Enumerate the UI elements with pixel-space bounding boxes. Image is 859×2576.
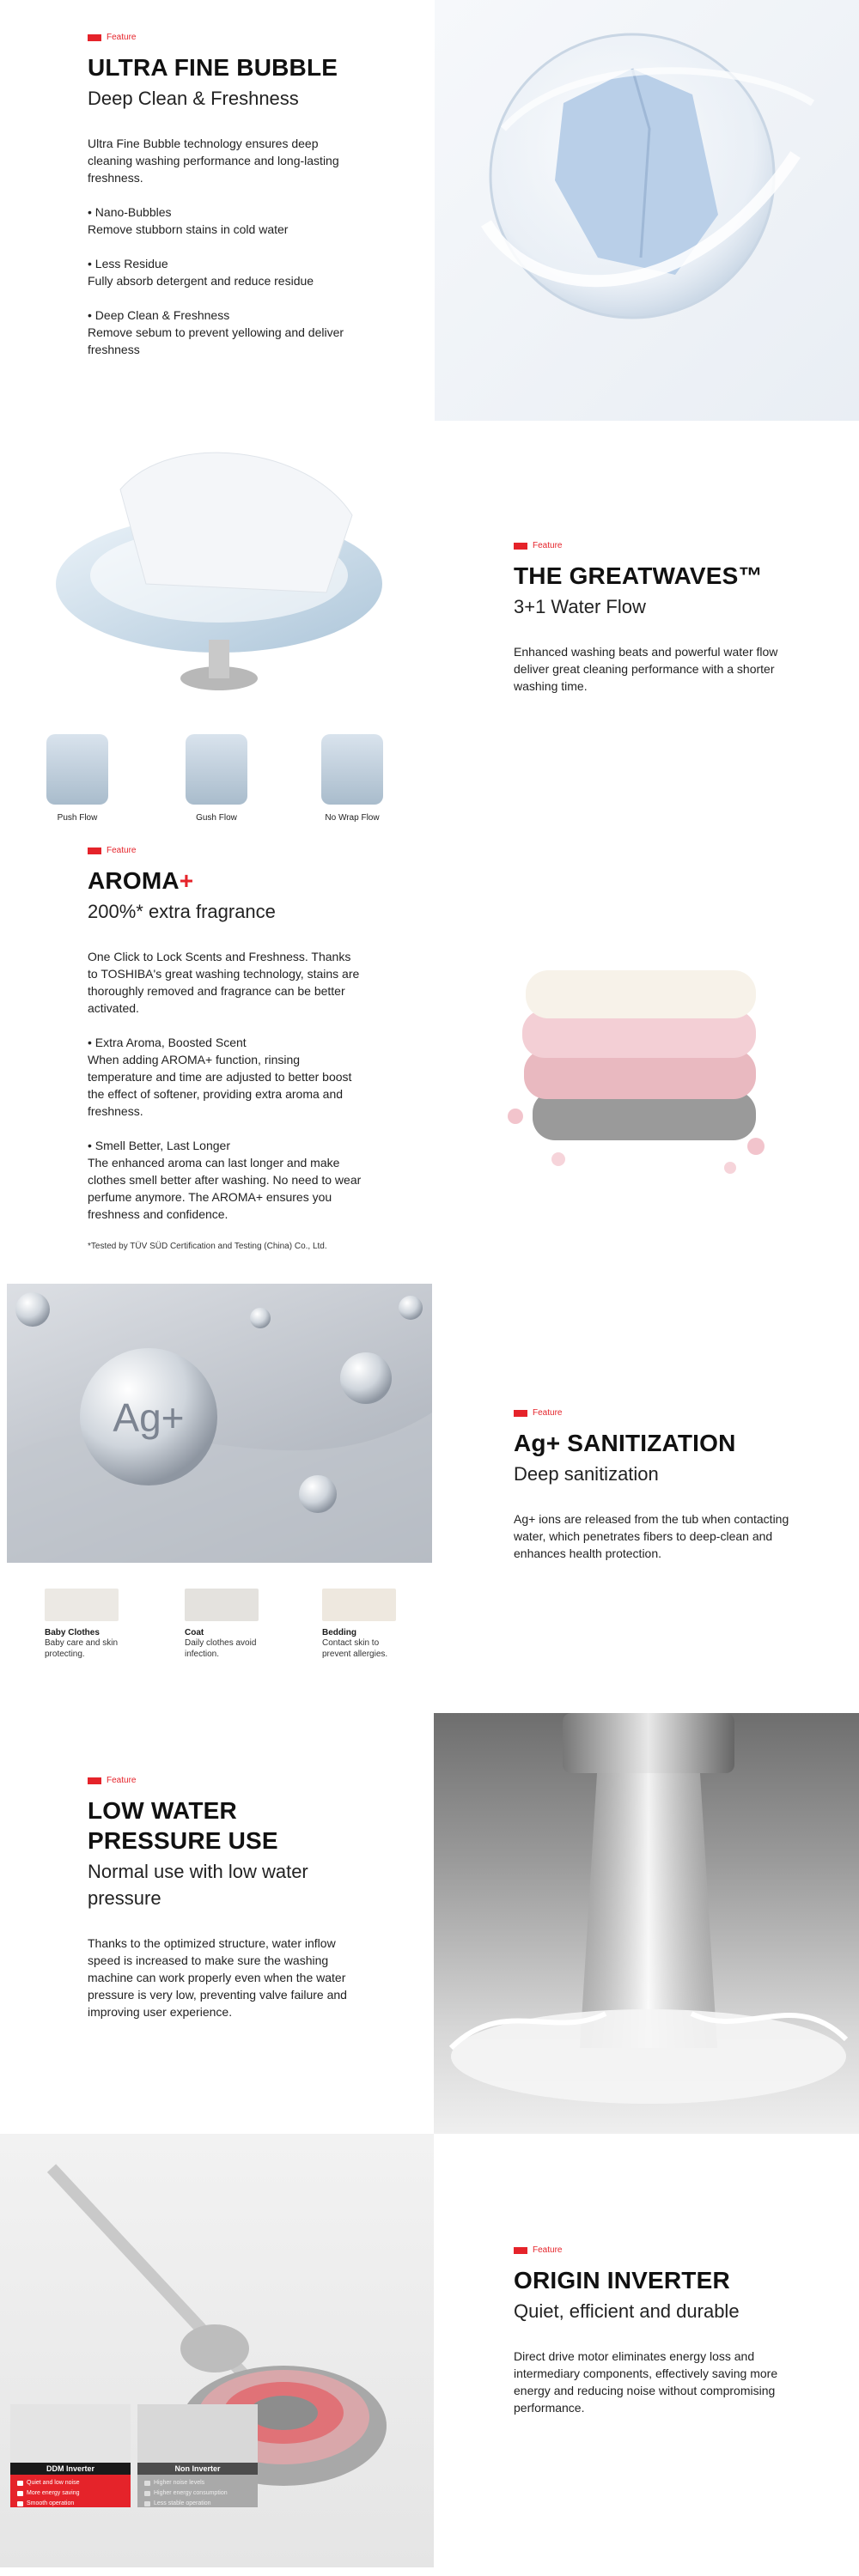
section-subtitle: Normal use with low water pressure (88, 1861, 308, 1909)
non-feature-list (137, 2475, 258, 2507)
point-heading: • Nano-Bubbles (88, 204, 172, 219)
ddm-title: DDM Inverter (10, 2463, 131, 2475)
sanitization-item (45, 1589, 131, 1660)
feature-tag-bar (514, 2247, 527, 2254)
section-intro: Enhanced washing beats and powerful water flow deliver great cleaning performance with a shorter washing time. (514, 644, 778, 693)
feature-tag-bar (514, 1410, 527, 1417)
point-text: Remove sebum to prevent yellowing and deliver freshness (88, 325, 344, 356)
coat-image (185, 1589, 259, 1621)
water-flow-item (318, 734, 387, 823)
item-title: Baby Clothes (45, 1628, 100, 1637)
thumbs-up-icon (17, 2501, 23, 2506)
point-text: When adding AROMA+ function, rinsing temperature and time are adjusted to better boost the effect of softener, providing extra aroma and freshness. (88, 1052, 352, 1118)
low-water-pressure-section (88, 1776, 362, 2020)
feature-tag: Feature (88, 846, 362, 855)
greatwaves-section (514, 541, 797, 695)
water-faucet-image (434, 1713, 859, 2134)
ag-sanitization-image (7, 1284, 432, 1563)
section-title: THE GREATWAVES™ (514, 562, 763, 589)
point-heading: • Extra Aroma, Boosted Scent (88, 1035, 247, 1049)
section-subtitle: Deep Clean & Freshness (88, 88, 299, 109)
water-flow-label: Gush Flow (196, 813, 237, 823)
ddm-inverter-card (10, 2404, 131, 2507)
non-title: Non Inverter (137, 2463, 258, 2475)
non-motor-thumbnail (137, 2404, 258, 2463)
non-feature: Less stable operation (144, 2499, 251, 2509)
bedding-image (322, 1589, 396, 1621)
ddm-feature: Quiet and low noise (17, 2478, 124, 2488)
non-feature: Higher noise levels (144, 2478, 251, 2488)
feature-tag: Feature (514, 541, 797, 550)
water-flow-label: No Wrap Flow (325, 813, 380, 823)
ddm-feature-list (10, 2475, 131, 2507)
section-subtitle: Deep sanitization (514, 1463, 659, 1485)
water-flow-label: Push Flow (57, 813, 98, 823)
section-intro: Ag+ ions are released from the tub when contacting water, which penetrates fibers to deep-clean and enhances health protection. (514, 1511, 789, 1560)
thumbs-down-icon (144, 2481, 150, 2486)
feature-tag: Feature (88, 33, 362, 42)
ag-sanitization-section (514, 1408, 797, 1562)
section-subtitle: 3+1 Water Flow (514, 596, 646, 617)
point-heading: • Deep Clean & Freshness (88, 307, 230, 322)
section-intro: Thanks to the optimized structure, water inflow speed is increased to make sure the washing machine can work properly even when the water pressure is very low, preventing valve failure and improving user experience. (88, 1935, 347, 2019)
baby-clothes-image (45, 1589, 119, 1621)
section-title: ULTRA FINE BUBBLE (88, 54, 338, 81)
ultra-fine-bubble-image (435, 0, 859, 421)
sanitization-item (322, 1589, 408, 1660)
towel-stack-image (447, 910, 825, 1219)
water-flow-list (43, 734, 412, 837)
section-intro: Direct drive motor eliminates energy loss and intermediary components, effectively saving more energy and reducing noise without compromising performance. (514, 2348, 778, 2415)
feature-tag-bar (88, 848, 101, 854)
item-title: Bedding (322, 1628, 356, 1637)
ultra-fine-bubble-section (88, 33, 362, 358)
point-text: The enhanced aroma can last longer and make clothes smell better after washing. No need to wear perfume anymore. The AROMA+ ensures you freshness and confidence. (88, 1155, 362, 1221)
feature-tag-bar (514, 543, 527, 550)
water-flow-item (182, 734, 251, 823)
water-flow-item (43, 734, 112, 823)
ddm-feature: More energy saving (17, 2488, 124, 2499)
footnote: *Tested by TÜV SÜD Certification and Testing (China) Co., Ltd. (88, 1241, 327, 1251)
thumbs-up-icon (17, 2491, 23, 2496)
section-title: Ag+ SANITIZATION (514, 1430, 736, 1456)
item-title: Coat (185, 1628, 204, 1637)
thumbs-up-icon (17, 2481, 23, 2486)
greatwaves-image (0, 421, 430, 721)
item-desc: Baby care and skin protecting. (45, 1638, 119, 1659)
origin-inverter-section (514, 2245, 797, 2416)
ddm-motor-thumbnail (10, 2404, 131, 2463)
thumbs-down-icon (144, 2491, 150, 2496)
ag-ball-label: Ag+ (113, 1395, 185, 1440)
feature-tag: Feature (514, 2245, 797, 2255)
feature-tag: Feature (514, 1408, 797, 1418)
aroma-section (88, 846, 362, 1251)
thumbs-down-icon (144, 2501, 150, 2506)
section-subtitle: 200%* extra fragrance (88, 901, 276, 922)
point-text: Remove stubborn stains in cold water (88, 222, 289, 236)
point-heading: • Smell Better, Last Longer (88, 1138, 230, 1152)
wash-tub-icon (321, 734, 383, 805)
feature-tag-bar (88, 1777, 101, 1784)
sanitization-item-list (43, 1589, 421, 1683)
non-feature: Higher energy consumption (144, 2488, 251, 2499)
section-intro: One Click to Lock Scents and Freshness. Thanks to TOSHIBA's great washing technology, stains are thoroughly removed and fragrance can be better activated. (88, 949, 360, 1015)
non-inverter-card (137, 2404, 258, 2507)
point-text: Fully absorb detergent and reduce residue (88, 273, 314, 288)
section-title: ORIGIN INVERTER (514, 2267, 730, 2293)
ddm-feature: Smooth operation (17, 2499, 124, 2509)
section-intro: Ultra Fine Bubble technology ensures deep cleaning washing performance and long-lasting freshness. (88, 136, 339, 185)
point-heading: • Less Residue (88, 256, 168, 270)
wash-tub-icon (186, 734, 247, 805)
sanitization-item (185, 1589, 271, 1660)
section-subtitle: Quiet, efficient and durable (514, 2300, 740, 2322)
section-title: AROMA+ (88, 867, 194, 894)
feature-tag: Feature (88, 1776, 362, 1785)
item-desc: Contact skin to prevent allergies. (322, 1638, 388, 1659)
wash-tub-icon (46, 734, 108, 805)
section-title: LOW WATER PRESSURE USE (88, 1797, 278, 1854)
feature-tag-bar (88, 34, 101, 41)
item-desc: Daily clothes avoid infection. (185, 1638, 257, 1659)
